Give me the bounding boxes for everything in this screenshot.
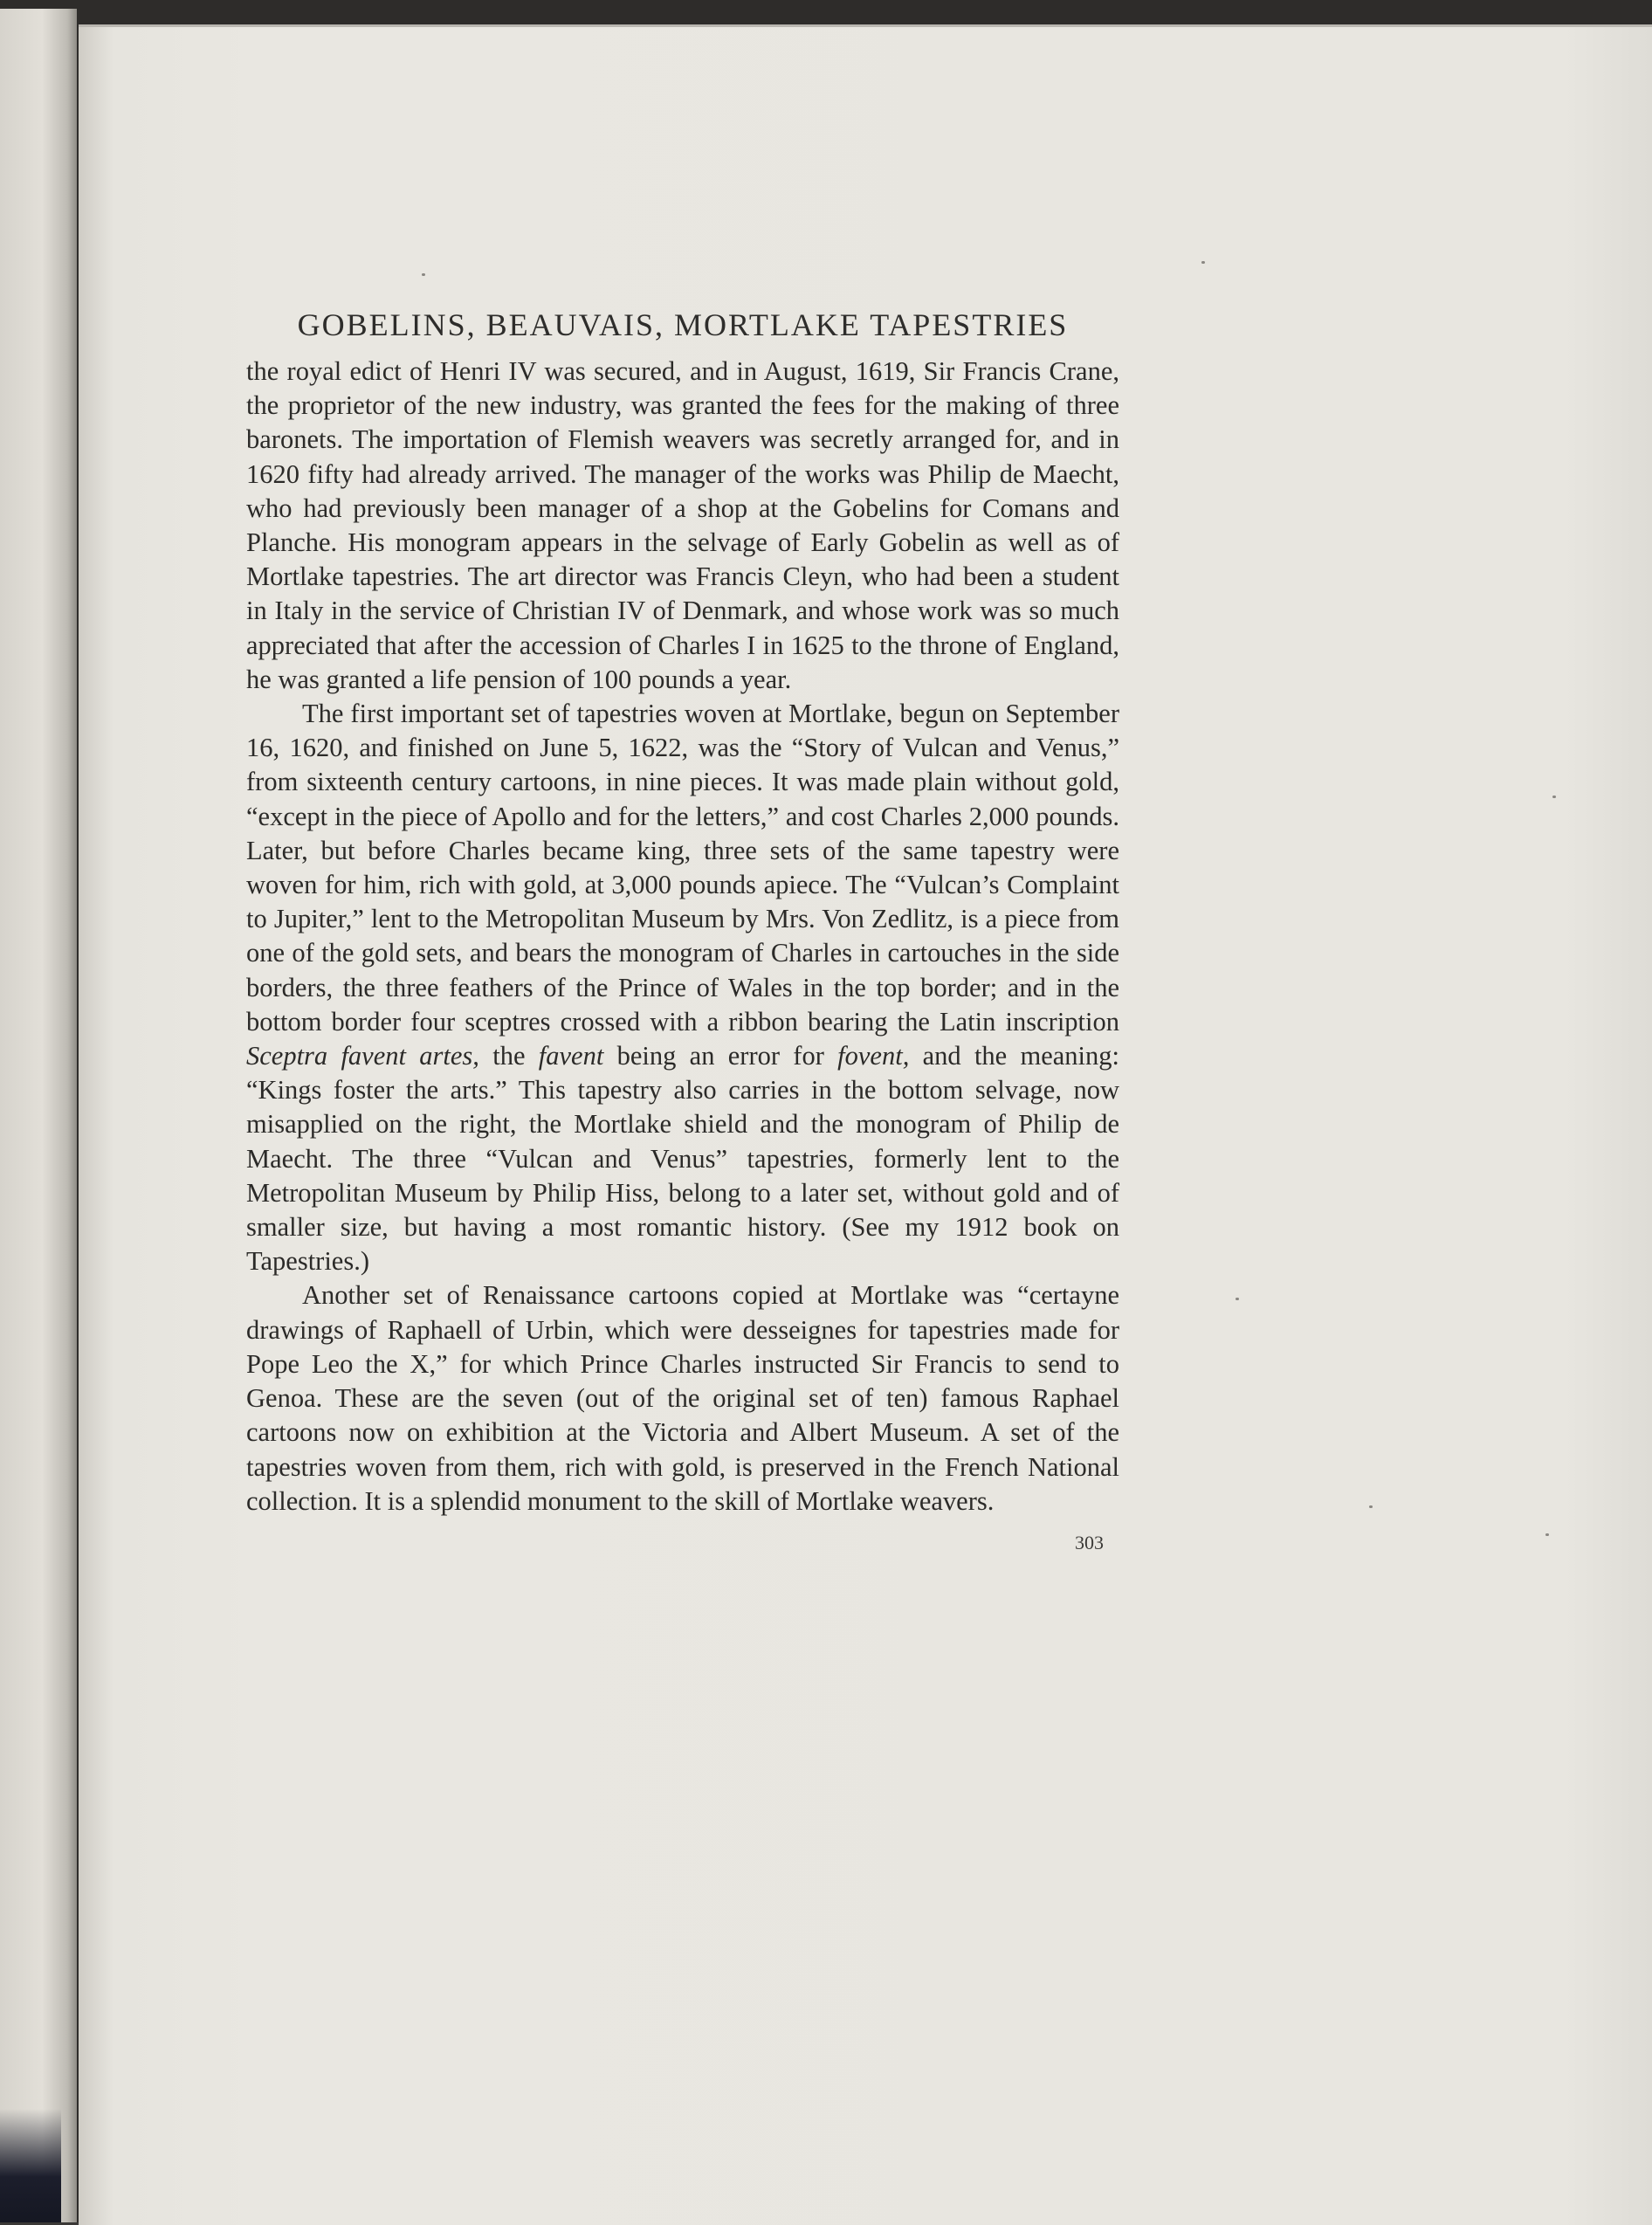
text-run: The first important set of tapestries woven at Mortlake, begun on September 16, 1620, and finished on June 5, 1622, was the “Story of Vulcan and Venus,” from sixteenth century cartoons, in nine pieces. It was made plain without gold, “except in the piece of Apollo and for the letters,” and cost Charles 2,000 pounds. Later, but before Charles became king, three sets of the same tapestry were woven for him, rich with gold, at 3,000 pounds apiece. The “Vulcan’s Complaint to Jupiter,” lent to the Metropolitan Museum by Mrs. Von Zedlitz, is a piece from one of the gold sets, and bears the monogram of Charles in cartouches in the side borders, the three feathers of the Prince of Wales in the top border; and in the bottom border four sceptres crossed with a ribbon bearing the Latin inscription (246, 699, 1119, 1037)
text-run: being an error for (603, 1041, 838, 1071)
paragraph-3 (246, 1278, 1119, 1518)
italic-text: favent (538, 1041, 604, 1071)
running-head: GOBELINS, BEAUVAIS, MORTLAKE TAPESTRIES (297, 307, 1069, 342)
facing-page-edge (0, 9, 77, 2222)
paragraph-1 (246, 355, 1119, 697)
body-text (246, 355, 1119, 1519)
paper-speck (1201, 261, 1205, 264)
page-number: 303 (1075, 1531, 1104, 1553)
text-run: the royal edict of Henri IV was secured, and in August, 1619, Sir Francis Crane, the proprietor of the new industry, was granted the fees for the making of three baronets. The importation of Flemish weavers was secretly arranged for, and in 1620 fifty had already arrived. The manager of the works was Philip de Maecht, who had previously been manager of a shop at the Gobelins for Comans and Planche. His monogram appears in the selvage of Early Gobelin as well as of Mortlake tapestries. The art director was Francis Cleyn, who had been a student in Italy in the service of Christian IV of Denmark, and whose work was so much appreciated that after the accession of Charles I in 1625 to the throne of England, he was granted a life pension of 100 pounds a year. (246, 356, 1119, 694)
text-run: Another set of Renaissance cartoons copied at Mortlake was “certayne drawings of Raphaell of Urbin, which were desseignes for tapestries made for Pope Leo the X,” for which Prince Charles instructed Sir Francis to send to Genoa. These are the seven (out of the original set of ten) famous Raphael cartoons now on exhibition at the Victoria and Albert Museum. A set of the tapestries woven from them, rich with gold, is preserved in the French National collection. It is a splendid monument to the skill of Mortlake weavers. (246, 1280, 1119, 1516)
page-content (246, 304, 1119, 1559)
paragraph-2 (246, 697, 1119, 1278)
text-run: and the meaning: “Kings foster the arts.” This tapestry also carries in the bottom selvage, now misapplied on the right, the Mortlake shield and the monogram of Philip de Maecht. The three “Vulcan and Venus” tapestries, formerly lent to the Metropolitan Museum by Philip Hiss, belong to a later set, without gold and of smaller size, but having a most romantic history. (See my 1912 book on Tapestries.) (246, 1041, 1120, 1277)
paper-speck (1236, 1298, 1239, 1300)
binding-shadow (0, 2109, 61, 2222)
paper-speck (422, 273, 425, 276)
italic-text: fovent, (837, 1041, 910, 1071)
paper-speck (1552, 796, 1556, 798)
text-run: the (478, 1041, 539, 1071)
italic-text: Sceptra favent artes, (246, 1041, 479, 1071)
paper-speck (1545, 1533, 1549, 1536)
paper-speck (1369, 1505, 1373, 1508)
